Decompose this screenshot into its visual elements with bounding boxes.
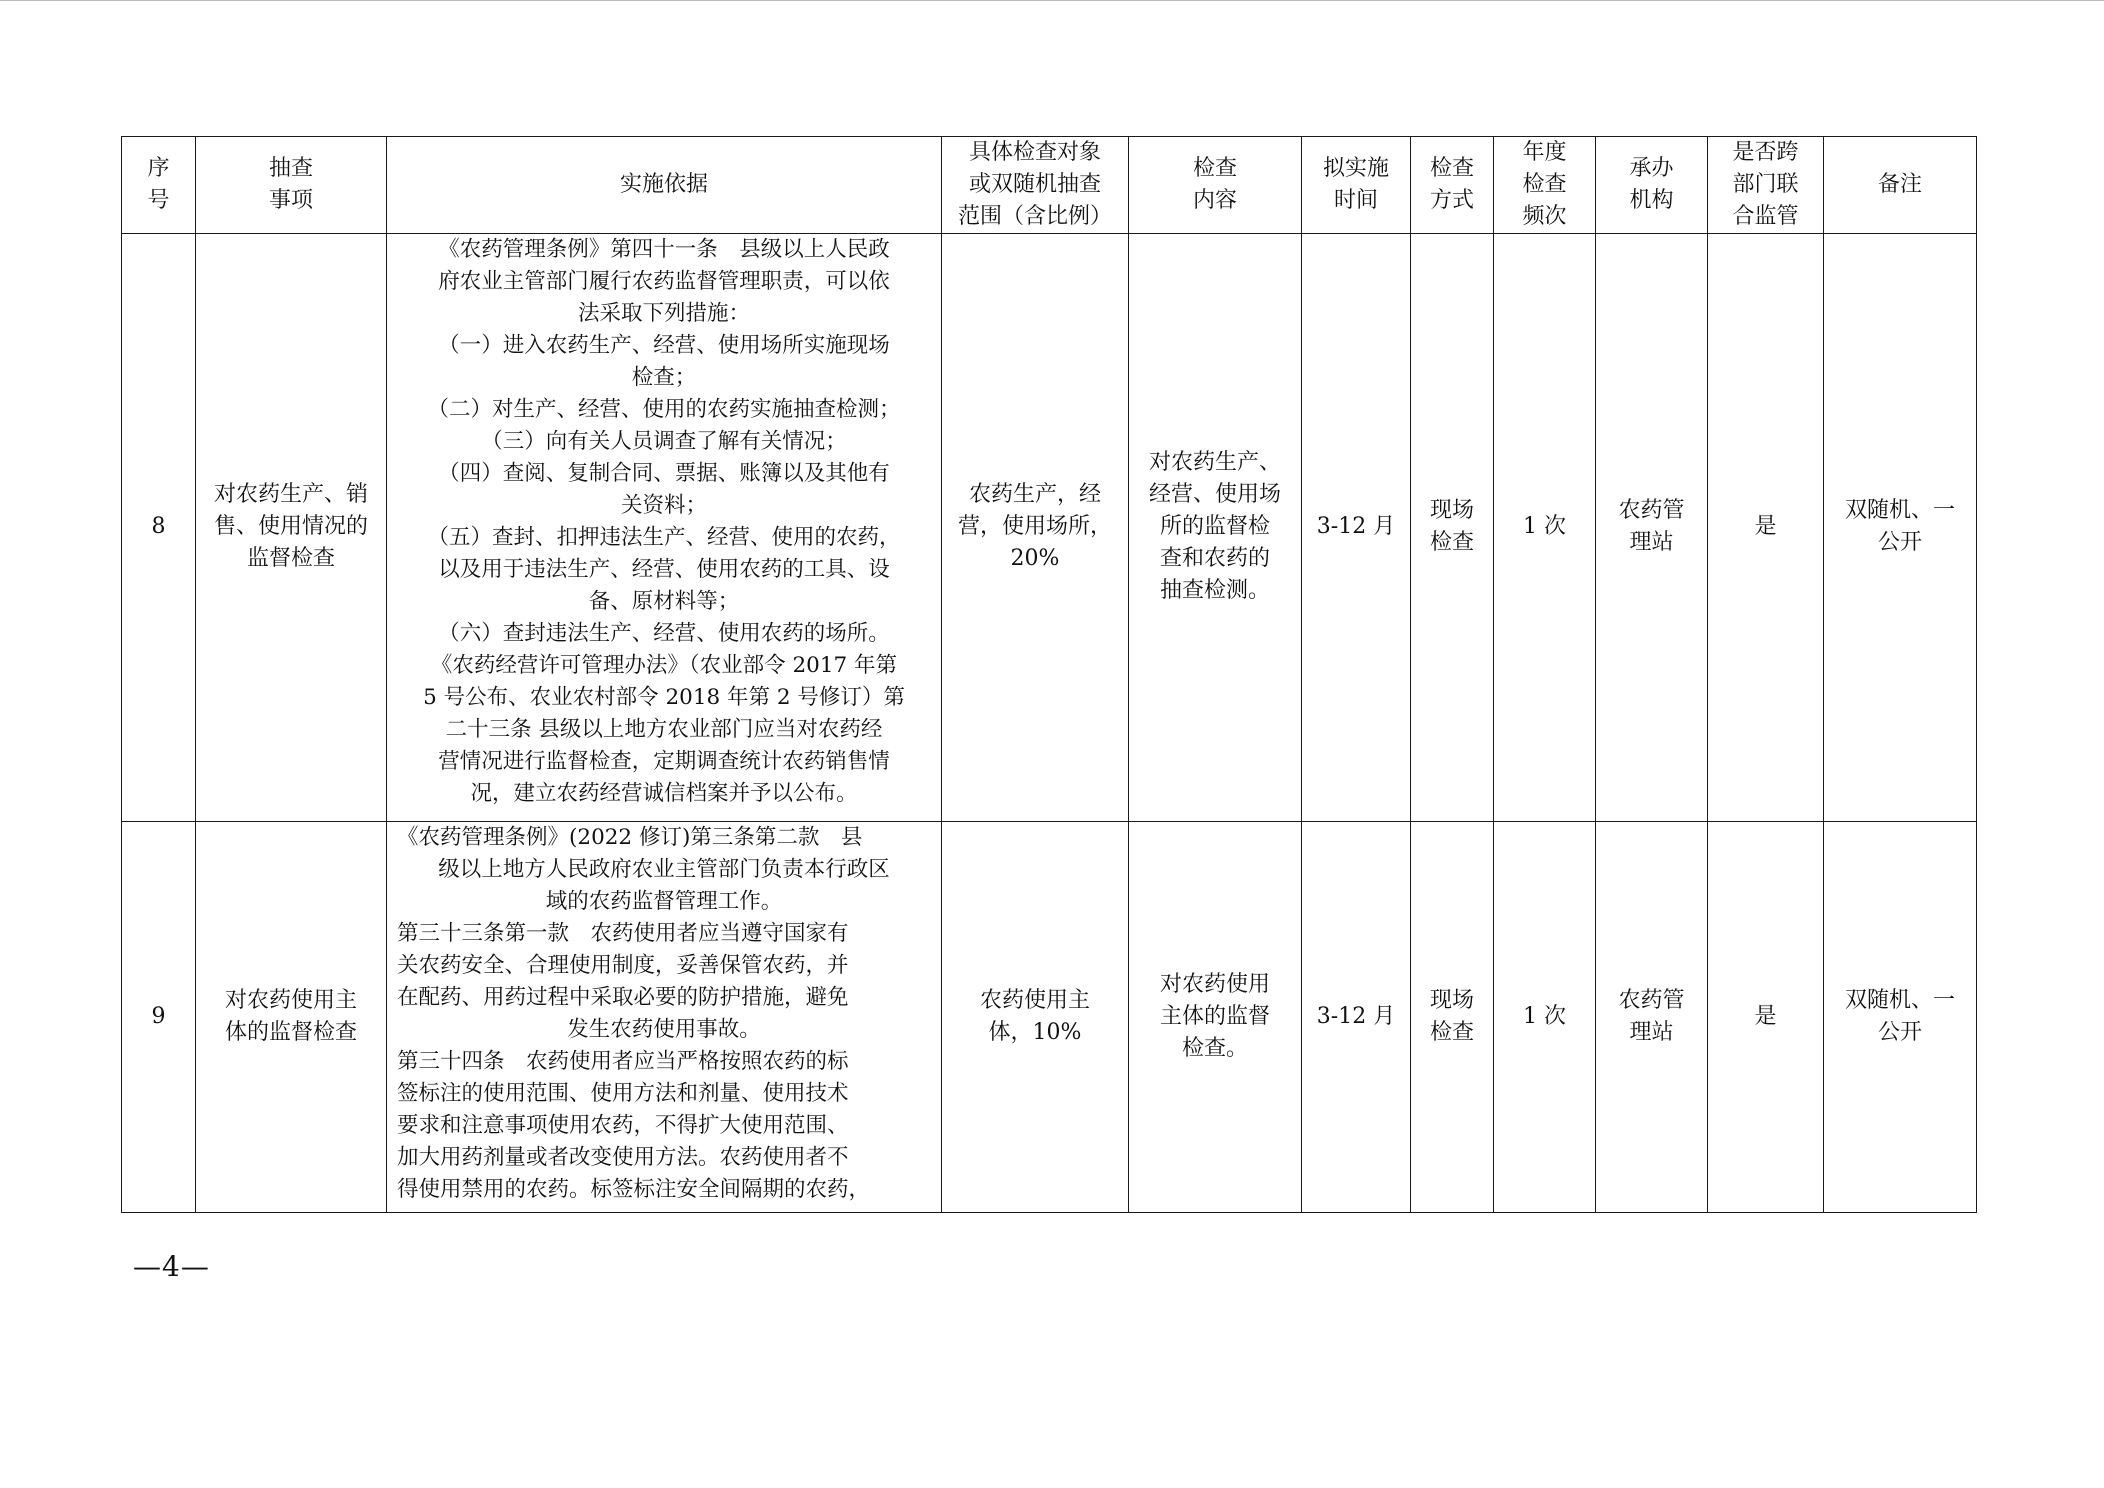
cell-item: 对农药生产、销 售、使用情况的 监督检查: [196, 234, 387, 822]
cell-note: 双随机、一 公开: [1824, 234, 1977, 822]
cell-scope: 农药使用主 体，10%: [942, 821, 1129, 1212]
header-joint-supervision: 是否跨 部门联 合监管: [1708, 137, 1824, 234]
header-method: 检查 方式: [1411, 137, 1494, 234]
cell-time: 3-12 月: [1302, 821, 1411, 1212]
header-basis: 实施依据: [387, 137, 942, 234]
cell-frequency: 1 次: [1494, 821, 1596, 1212]
header-row: [122, 137, 1977, 234]
cell-basis: 《农药管理条例》(2022 修订)第三条第二款 县 级以上地方人民政府农业主管部门负责本行政区 域的农药监督管理工作。 第三十三条第一款 农药使用者应当遵守国家有 关农药安全、合理使用制度，妥善保管农药，并 在配药、用药过程中采取必要的防护措施，避免 发生农药使用事故。 第三十四条 农药使用者应当严格按照农药的标 签标注的使用范围、使用方法和剂量、使用技术 要求和注意事项使用农药，不得扩大使用范围、 加大用药剂量或者改变使用方法。农药使用者不 得使用禁用的农药。标签标注安全间隔期的农药，: [387, 821, 942, 1212]
inspection-table: [121, 136, 1977, 1213]
header-frequency: 年度 检查 频次: [1494, 137, 1596, 234]
cell-method: 现场 检查: [1411, 821, 1494, 1212]
page-number: —4—: [133, 1250, 210, 1283]
table-row: [122, 234, 1977, 822]
cell-content: 对农药生产、 经营、使用场 所的监督检 查和农药的 抽查检测。: [1129, 234, 1302, 822]
header-note: 备注: [1824, 137, 1977, 234]
header-item: 抽查 事项: [196, 137, 387, 234]
header-time: 拟实施 时间: [1302, 137, 1411, 234]
cell-joint-supervision: 是: [1708, 821, 1824, 1212]
cell-note: 双随机、一 公开: [1824, 821, 1977, 1212]
cell-time: 3-12 月: [1302, 234, 1411, 822]
cell-seq: 8: [122, 234, 196, 822]
cell-method: 现场 检查: [1411, 234, 1494, 822]
cell-scope: 农药生产，经 营，使用场所， 20%: [942, 234, 1129, 822]
header-content: 检查 内容: [1129, 137, 1302, 234]
page-top-border: [0, 0, 2104, 1]
cell-frequency: 1 次: [1494, 234, 1596, 822]
cell-content: 对农药使用 主体的监督 检查。: [1129, 821, 1302, 1212]
cell-organization: 农药管 理站: [1596, 234, 1708, 822]
cell-basis: 《农药管理条例》第四十一条 县级以上人民政 府农业主管部门履行农药监督管理职责，可以依 法采取下列措施： （一）进入农药生产、经营、使用场所实施现场 检查； （二）对生产、经营、使用的农药实施抽查检测； （三）向有关人员调查了解有关情况； （四）查阅、复制合同、票据、账簿以及其他有 关资料； （五）查封、扣押违法生产、经营、使用的农药， 以及用于违法生产、经营、使用农药的工具、设 备、原材料等； （六）查封违法生产、经营、使用农药的场所。 《农药经营许可管理办法》（农业部令 2017 年第 5 号公布、农业农村部令 2018 年第 2 号修订）第 二十三条 县级以上地方农业部门应当对农药经 营情况进行监督检查，定期调查统计农药销售情 况，建立农药经营诚信档案并予以公布。: [387, 234, 942, 822]
cell-joint-supervision: 是: [1708, 234, 1824, 822]
cell-seq: 9: [122, 821, 196, 1212]
header-scope: 具体检查对象 或双随机抽查 范围（含比例）: [942, 137, 1129, 234]
cell-item: 对农药使用主 体的监督检查: [196, 821, 387, 1212]
header-seq: 序 号: [122, 137, 196, 234]
cell-organization: 农药管 理站: [1596, 821, 1708, 1212]
table-row: [122, 821, 1977, 1212]
header-organization: 承办 机构: [1596, 137, 1708, 234]
